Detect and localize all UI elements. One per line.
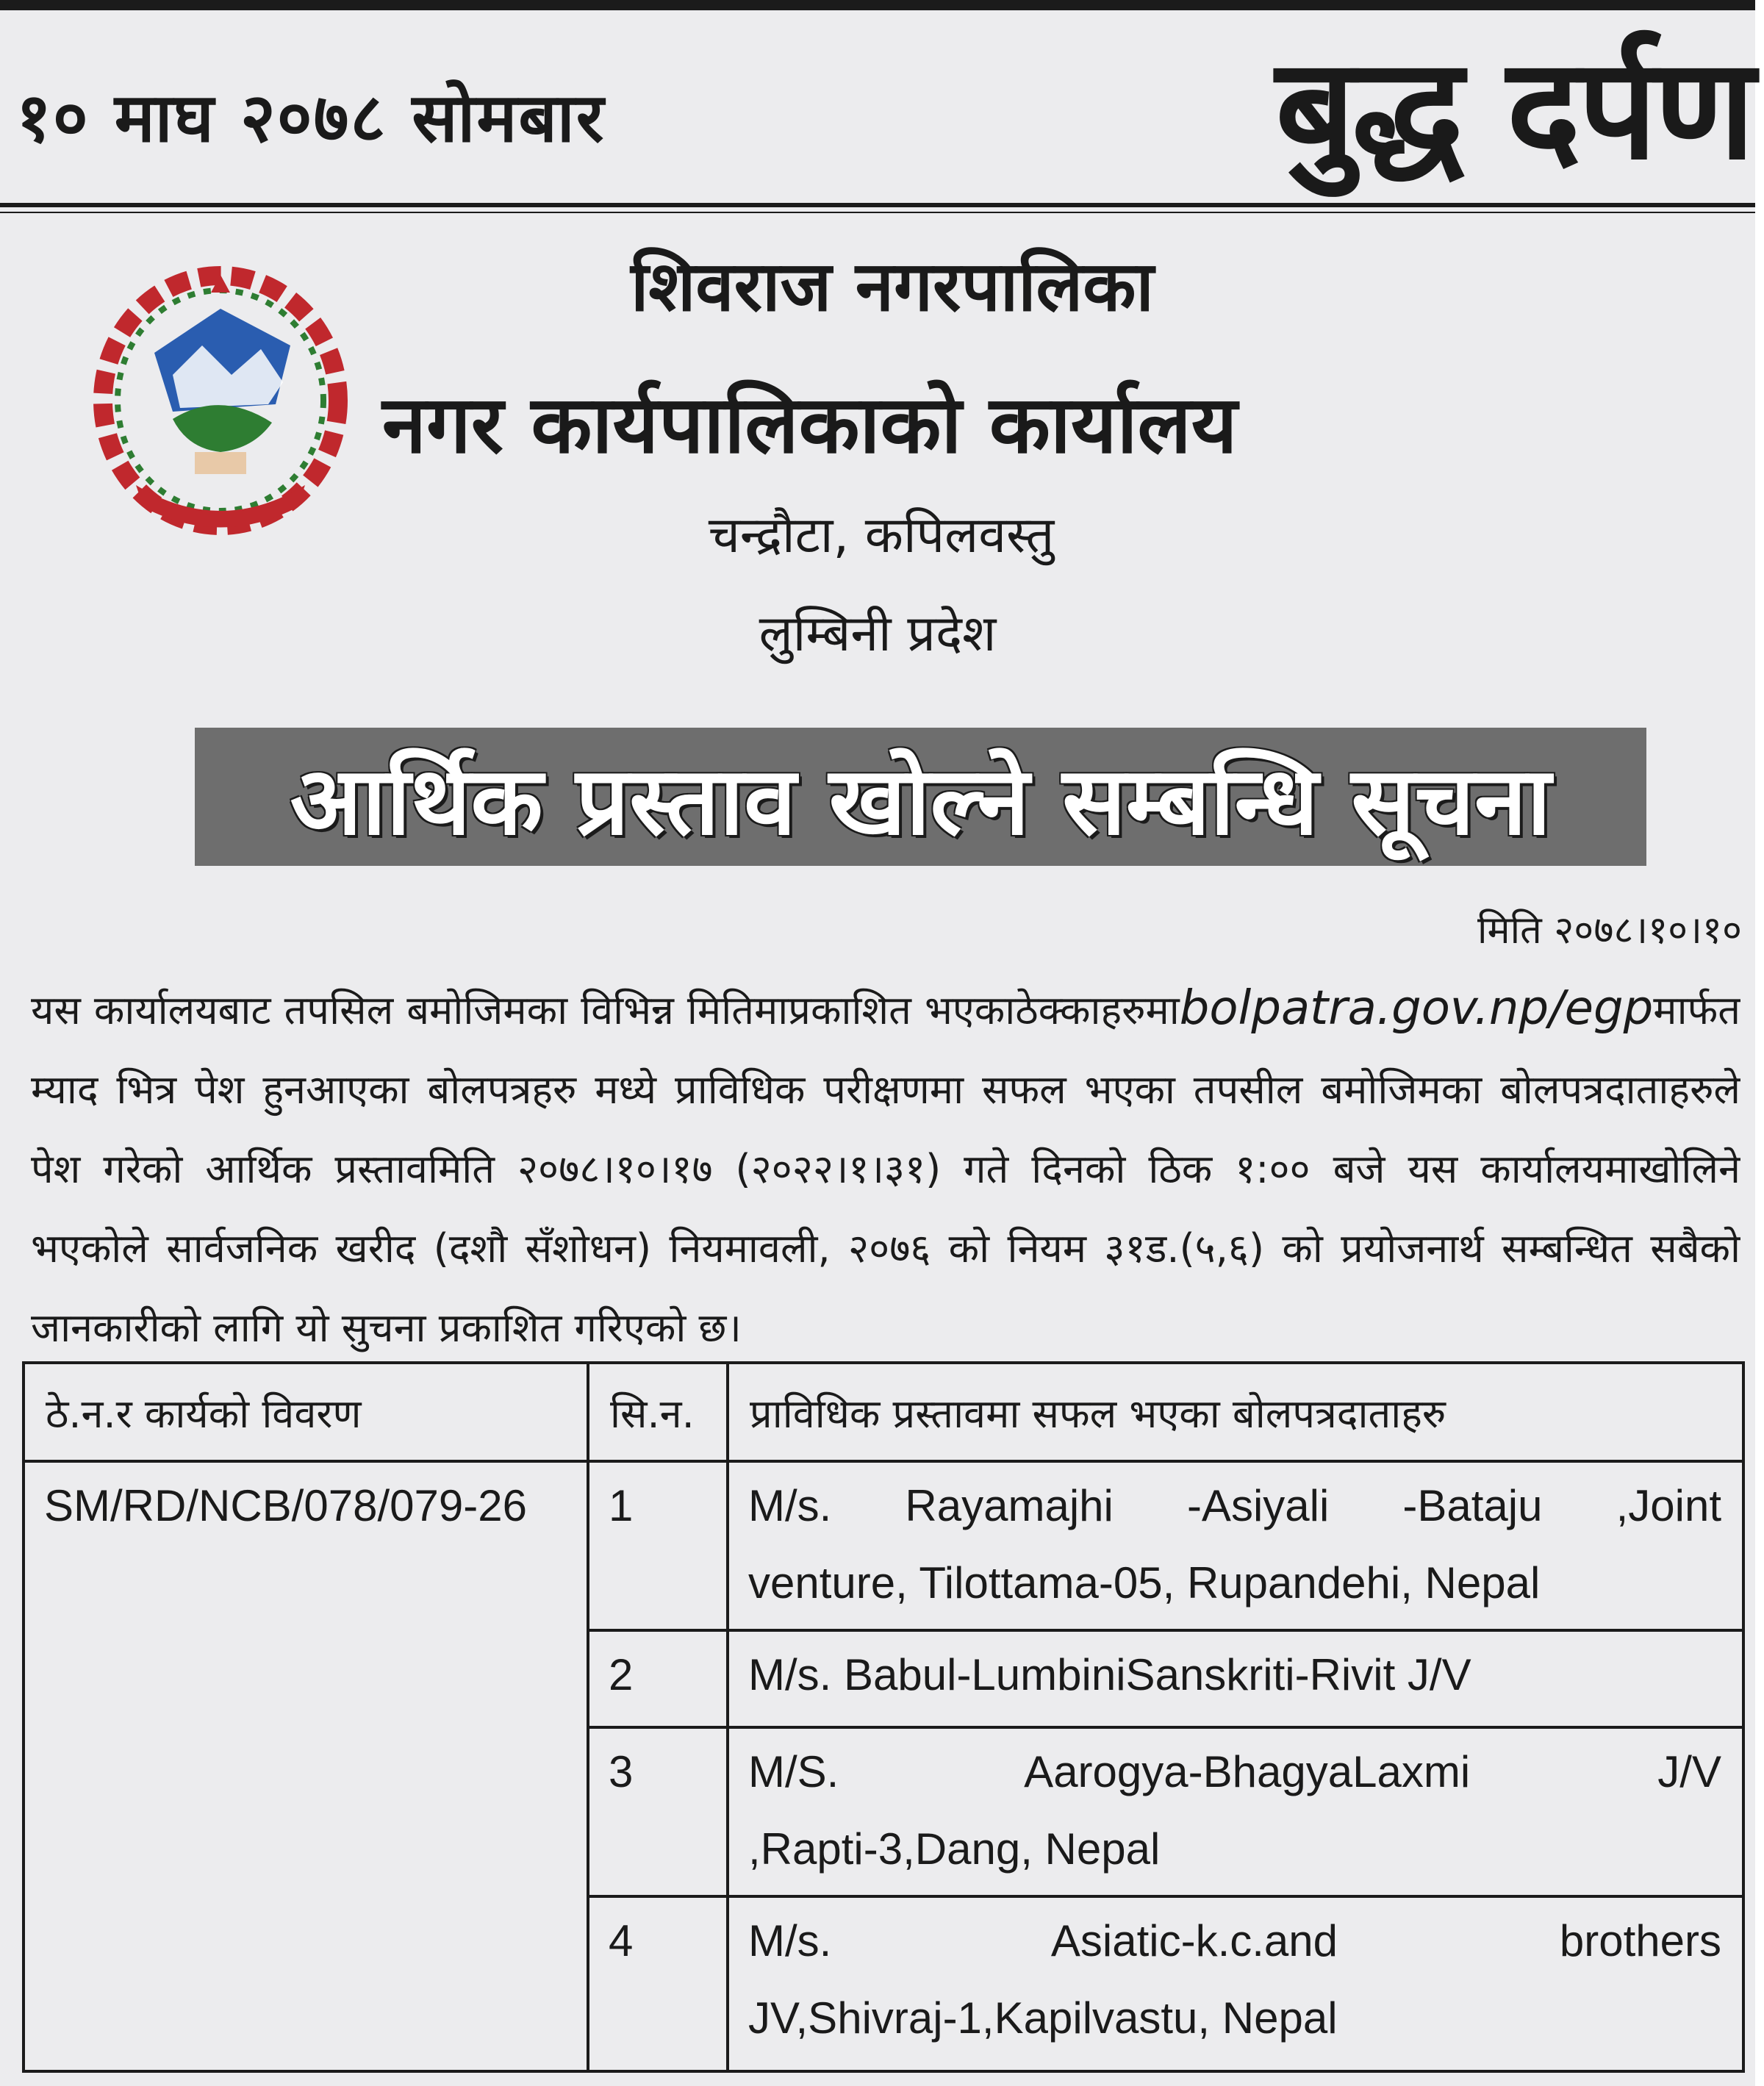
serial-number: 2 xyxy=(588,1630,728,1727)
office-name: नगर कार्यपालिकाको कार्यालय xyxy=(382,379,1238,471)
municipality-name: शिवराज नगरपालिका xyxy=(631,247,1154,327)
header-contract: ठे.न.र कार्यको विवरण xyxy=(24,1363,588,1461)
table-row xyxy=(24,1461,1743,1630)
header-sn: सि.न. xyxy=(588,1363,728,1461)
bolpatra-link[interactable]: bolpatra.gov.np/egp xyxy=(1179,981,1654,1036)
issue-date: १० माघ २०७८ सोमबार xyxy=(16,79,606,157)
serial-number: 4 xyxy=(588,1896,728,2071)
bidder-name: M/S. Aarogya-BhagyaLaxmi J/V ,Rapti-3,Dang, Nepal xyxy=(728,1727,1743,1896)
masthead-rule xyxy=(0,203,1755,207)
masthead xyxy=(0,10,1755,203)
serial-number: 1 xyxy=(588,1461,728,1630)
bidder-name: M/s. Babul-LumbiniSanskriti-Rivit J/V xyxy=(728,1630,1743,1727)
province-name: लुम्बिनी प्रदेश xyxy=(759,605,997,663)
bidders-table xyxy=(22,1361,1745,2073)
notice-title: आर्थिक प्रस्ताव खोल्ने सम्बन्धि सूचना xyxy=(290,746,1552,856)
newspaper-name: बुद्ध दर्पण xyxy=(1275,28,1752,190)
page-edge xyxy=(1755,0,1764,2086)
bidder-name: M/s. Asiatic-k.c.and brothers JV,Shivraj-1,Kapilvastu, Nepal xyxy=(728,1896,1743,2071)
body-line: म्याद भित्र पेश हुनआएका बोलपत्रहरु मध्ये प्राविधिक परीक्षणमा सफल भएका तपसील बमोजिमका बोलपत्रदाताहरुले xyxy=(31,1067,1740,1113)
header-bidders: प्राविधिक प्रस्तावमा सफल भएका बोलपत्रदाताहरु xyxy=(728,1363,1743,1461)
body-line: जानकारीको लागि यो सुचना प्रकाशित गरिएको छ। xyxy=(31,1305,742,1351)
bidder-name: M/s. Rayamajhi -Asiyali -Bataju ,Joint venture, Tilottama-05, Rupandehi, Nepal xyxy=(728,1461,1743,1630)
notice-title-banner xyxy=(195,728,1646,866)
notice-body xyxy=(31,969,1740,1368)
body-line: पेश गरेको आर्थिक प्रस्तावमिति २०७८।१०।१७ (२०२२।१।३१) गते दिनको ठिक १:०० बजे यस कार्यालयमाखोलिने xyxy=(31,1146,1740,1192)
body-line: भएकोले सार्वजनिक खरीद (दशौ सँशोधन) नियमावली, २०७६ को नियम ३१ड.(५,६) को प्रयोजनार्थ सम्बन्धित सबैको xyxy=(31,1225,1740,1272)
table-header-row xyxy=(24,1363,1743,1461)
masthead-rule-thin xyxy=(0,212,1755,213)
contract-ref: SM/RD/NCB/078/079-26 xyxy=(24,1461,588,2071)
top-rule xyxy=(0,0,1755,10)
office-address: चन्द्रौटा, कपिलवस्तु xyxy=(708,506,1055,564)
notice-date: मिति २०७८।१०।१० xyxy=(1477,908,1742,953)
body-line: यस कार्यालयबाट तपसिल बमोजिमका विभिन्न मितिमाप्रकाशित भएकाठेक्काहरुमाbolpatra.gov.np/egpमार्फत xyxy=(31,981,1740,1036)
serial-number: 3 xyxy=(588,1727,728,1896)
